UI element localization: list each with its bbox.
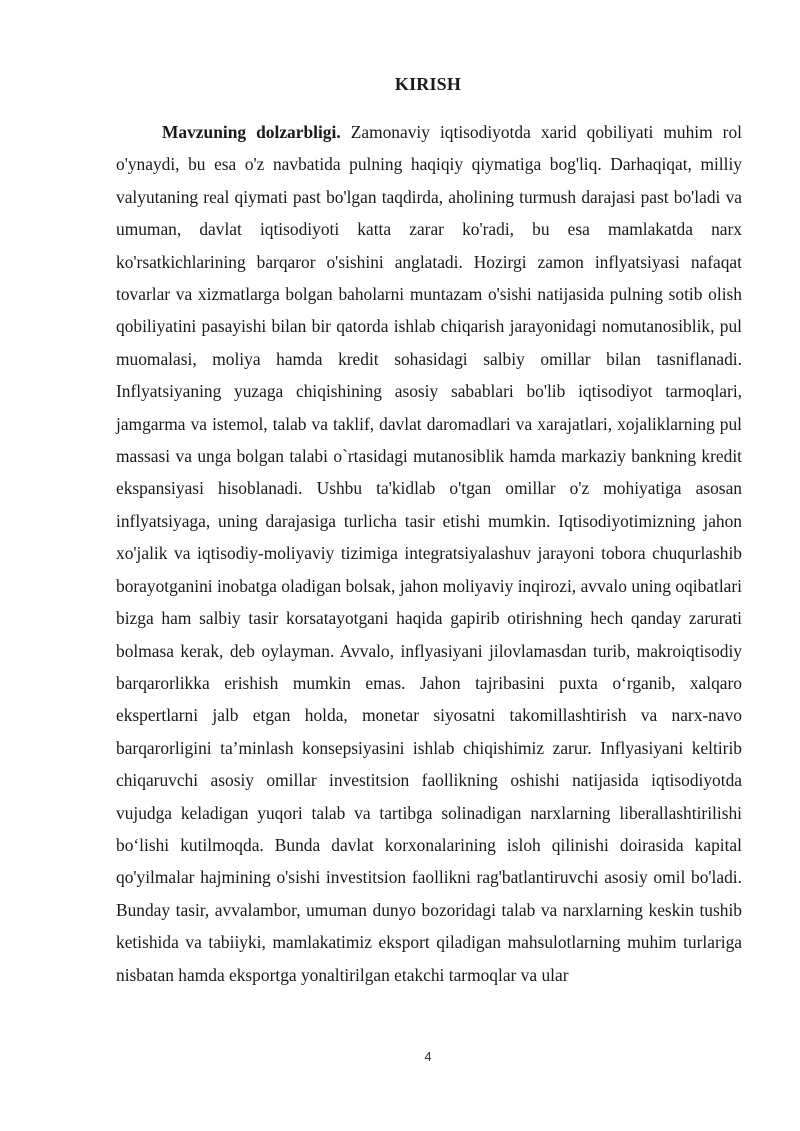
section-heading: KIRISH [394, 74, 462, 94]
body-paragraph [116, 116, 742, 991]
page-number: 4 [424, 1049, 432, 1064]
paragraph-lead: Mavzuning dolzarbligi. [162, 122, 341, 142]
paragraph-text: Zamonaviy iqtisodiyotda xarid qobiliyati muhim rol o'ynaydi, bu esa o'z navbatida pulning haqiqiy qiymatiga bog'liq. Darhaqiqat, milliy valyutaning real qiymati past bo'lgan taqdirda, aholining turmush darajasi past bo'ladi va umuman, davlat iqtisodiyoti katta zarar ko'radi, bu esa mamlakatda narx ko'rsatkichlarining barqaror o'sishini anglatadi. Hozirgi zamon inflyatsiyasi nafaqat tovarlar va xizmatlarga bolgan baholarni muntazam o'sishi natijasida pulning sotib olish qobiliyatini pasayishi bilan bir qatorda ishlab chiqarish jarayonidagi nomutanosiblik, pul muomalasi, moliya hamda kredit sohasidagi salbiy omillar bilan tasniflanadi. Inflyatsiyaning yuzaga chiqishining asosiy sabablari bo'lib iqtisodiyot tarmoqlari, jamgarma va istemol, talab va taklif, davlat daromadlari va xarajatlari, xojaliklarning pul massasi va unga bolgan talabi o`rtasidagi mutanosiblik hamda markaziy bankning kredit ekspansiyasi hisoblanadi. Ushbu ta'kidlab o'tgan omillar o'z mohiyatiga asosan inflyatsiyaga, uning darajasiga turlicha tasir etishi mumkin. Iqtisodiyotimizning jahon xo'jalik va iqtisodiy-moliyaviy tizimiga integratsiyalashuv jarayoni tobora chuqurlashib borayotganini inobatga oladigan bolsak, jahon moliyaviy inqirozi, avvalo uning oqibatlari bizga ham salbiy tasir korsatayotgani haqida gapirib otirishning hech qanday zarurati bolmasa kerak, deb oylayman. Avvalo, inflyasiyani jilovlamasdan turib, makroiqtisodiy barqarorlikka erishish mumkin emas. Jahon tajribasini puxta o‘rganib, xalqaro ekspertlarni jalb etgan holda, monetar siyosatni takomillashtirish va narx-navo barqarorligini ta’minlash konsepsiyasini ishlab chiqishimiz zarur. Inflyasiyani keltirib chiqaruvchi asosiy omillar investitsion faollikning oshishi natijasida iqtisodiyotda vujudga keladigan yuqori talab va tartibga solinadigan narxlarning liberallashtirilishi bo‘lishi kutilmoqda. Bunda davlat korxonalarining isloh qilinishi doirasida kapital qo'yilmalar hajmining o'sishi investitsion faollikni rag'batlantiruvchi asosiy omil bo'ladi. Bunday tasir, avvalambor, umuman dunyo bozoridagi talab va narxlarning keskin tushib ketishida va tabiiyki, mamlakatimiz eksport qiladigan mahsulotlarning muhim turlariga nisbatan hamda eksportga yonaltirilgan etakchi tarmoqlar va ular [116, 122, 742, 985]
